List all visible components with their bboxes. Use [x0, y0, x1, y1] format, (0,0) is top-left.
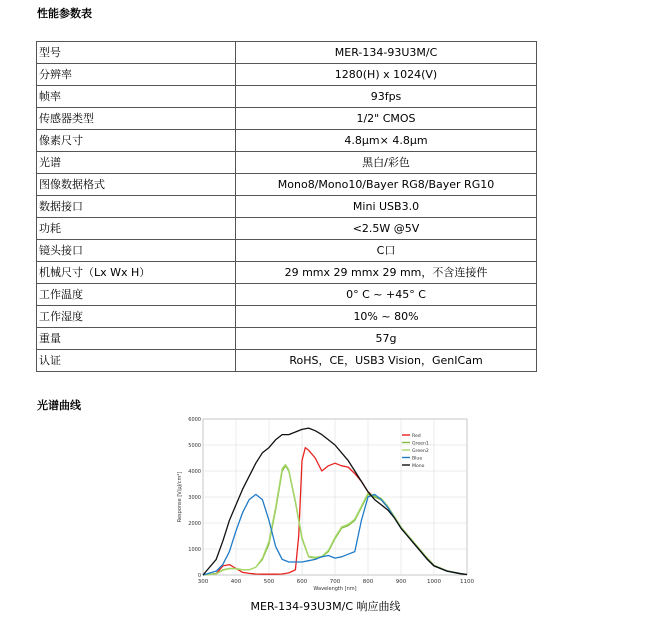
spec-label: 型号: [37, 42, 236, 64]
y-tick-label: 2000: [188, 521, 201, 527]
spec-label: 重量: [37, 328, 236, 350]
chart-svg: [170, 413, 480, 598]
legend-label: Green2: [412, 448, 429, 454]
legend-label: Mono: [412, 463, 425, 469]
y-tick-label: 3000: [188, 495, 201, 501]
spec-row: [37, 328, 537, 350]
y-tick-label: 1000: [188, 547, 201, 553]
spec-label: 数据接口: [37, 196, 236, 218]
y-tick-label: 4000: [188, 469, 201, 475]
spec-row: [37, 108, 537, 130]
x-tick-label: 400: [230, 579, 242, 585]
x-tick-label: 600: [296, 579, 308, 585]
chart-caption: MER-134-93U3M/C 响应曲线: [250, 600, 401, 613]
spec-row: [37, 262, 537, 284]
spec-label: 工作温度: [37, 284, 236, 306]
x-tick-label: 1100: [460, 579, 474, 585]
spec-row: [37, 240, 537, 262]
spec-label: 光谱: [37, 152, 236, 174]
spec-value: <2.5W @5V: [236, 218, 537, 240]
spec-row: [37, 42, 537, 64]
spectral-response-chart: [170, 413, 480, 598]
legend-label: Green1: [412, 441, 429, 447]
legend-label: Red: [412, 433, 421, 439]
x-tick-label: 500: [263, 579, 275, 585]
spec-value: 1280(H) x 1024(V): [236, 64, 537, 86]
spec-value: C口: [236, 240, 537, 262]
spec-value: 黑白/彩色: [236, 152, 537, 174]
spec-row: [37, 86, 537, 108]
x-tick-label: 1000: [427, 579, 441, 585]
spec-label: 镜头接口: [37, 240, 236, 262]
spec-label: 帧率: [37, 86, 236, 108]
y-tick-label: 5000: [188, 443, 201, 449]
x-tick-label: 800: [362, 579, 374, 585]
y-axis-label: Response [V/μJ/cm²]: [177, 471, 183, 523]
spec-row: [37, 350, 537, 372]
spec-table: [36, 41, 537, 372]
spec-section-title: 性能参数表: [37, 7, 92, 20]
spec-row: [37, 130, 537, 152]
x-tick-label: 900: [395, 579, 407, 585]
spec-value: 4.8μm× 4.8μm: [236, 130, 537, 152]
y-tick-label: 0: [197, 573, 201, 579]
spec-row: [37, 174, 537, 196]
spec-value: 93fps: [236, 86, 537, 108]
spec-value: Mini USB3.0: [236, 196, 537, 218]
y-tick-label: 6000: [188, 417, 201, 423]
spec-value: 0° C ~ +45° C: [236, 284, 537, 306]
spec-label: 认证: [37, 350, 236, 372]
spec-label: 分辨率: [37, 64, 236, 86]
spec-label: 工作湿度: [37, 306, 236, 328]
spec-label: 机械尺寸（Lx Wx H）: [37, 262, 236, 284]
spec-value: 10% ~ 80%: [236, 306, 537, 328]
spec-label: 传感器类型: [37, 108, 236, 130]
spectrum-section-title: 光谱曲线: [37, 399, 81, 412]
spec-value: RoHS，CE，USB3 Vision，GenICam: [236, 350, 537, 372]
legend-label: Blue: [412, 456, 423, 462]
spec-value: 29 mmx 29 mmx 29 mm，不含连接件: [236, 262, 537, 284]
spec-label: 功耗: [37, 218, 236, 240]
x-tick-label: 700: [329, 579, 341, 585]
x-axis-label: Wavelength [nm]: [313, 586, 357, 592]
spec-value: 1/2" CMOS: [236, 108, 537, 130]
spec-label: 图像数据格式: [37, 174, 236, 196]
spec-row: [37, 306, 537, 328]
spec-label: 像素尺寸: [37, 130, 236, 152]
spec-value: Mono8/Mono10/Bayer RG8/Bayer RG10: [236, 174, 537, 196]
spec-row: [37, 284, 537, 306]
spec-row: [37, 218, 537, 240]
x-tick-label: 300: [197, 579, 209, 585]
spec-row: [37, 196, 537, 218]
spec-row: [37, 152, 537, 174]
spec-value: MER-134-93U3M/C: [236, 42, 537, 64]
spec-value: 57g: [236, 328, 537, 350]
spec-row: [37, 64, 537, 86]
